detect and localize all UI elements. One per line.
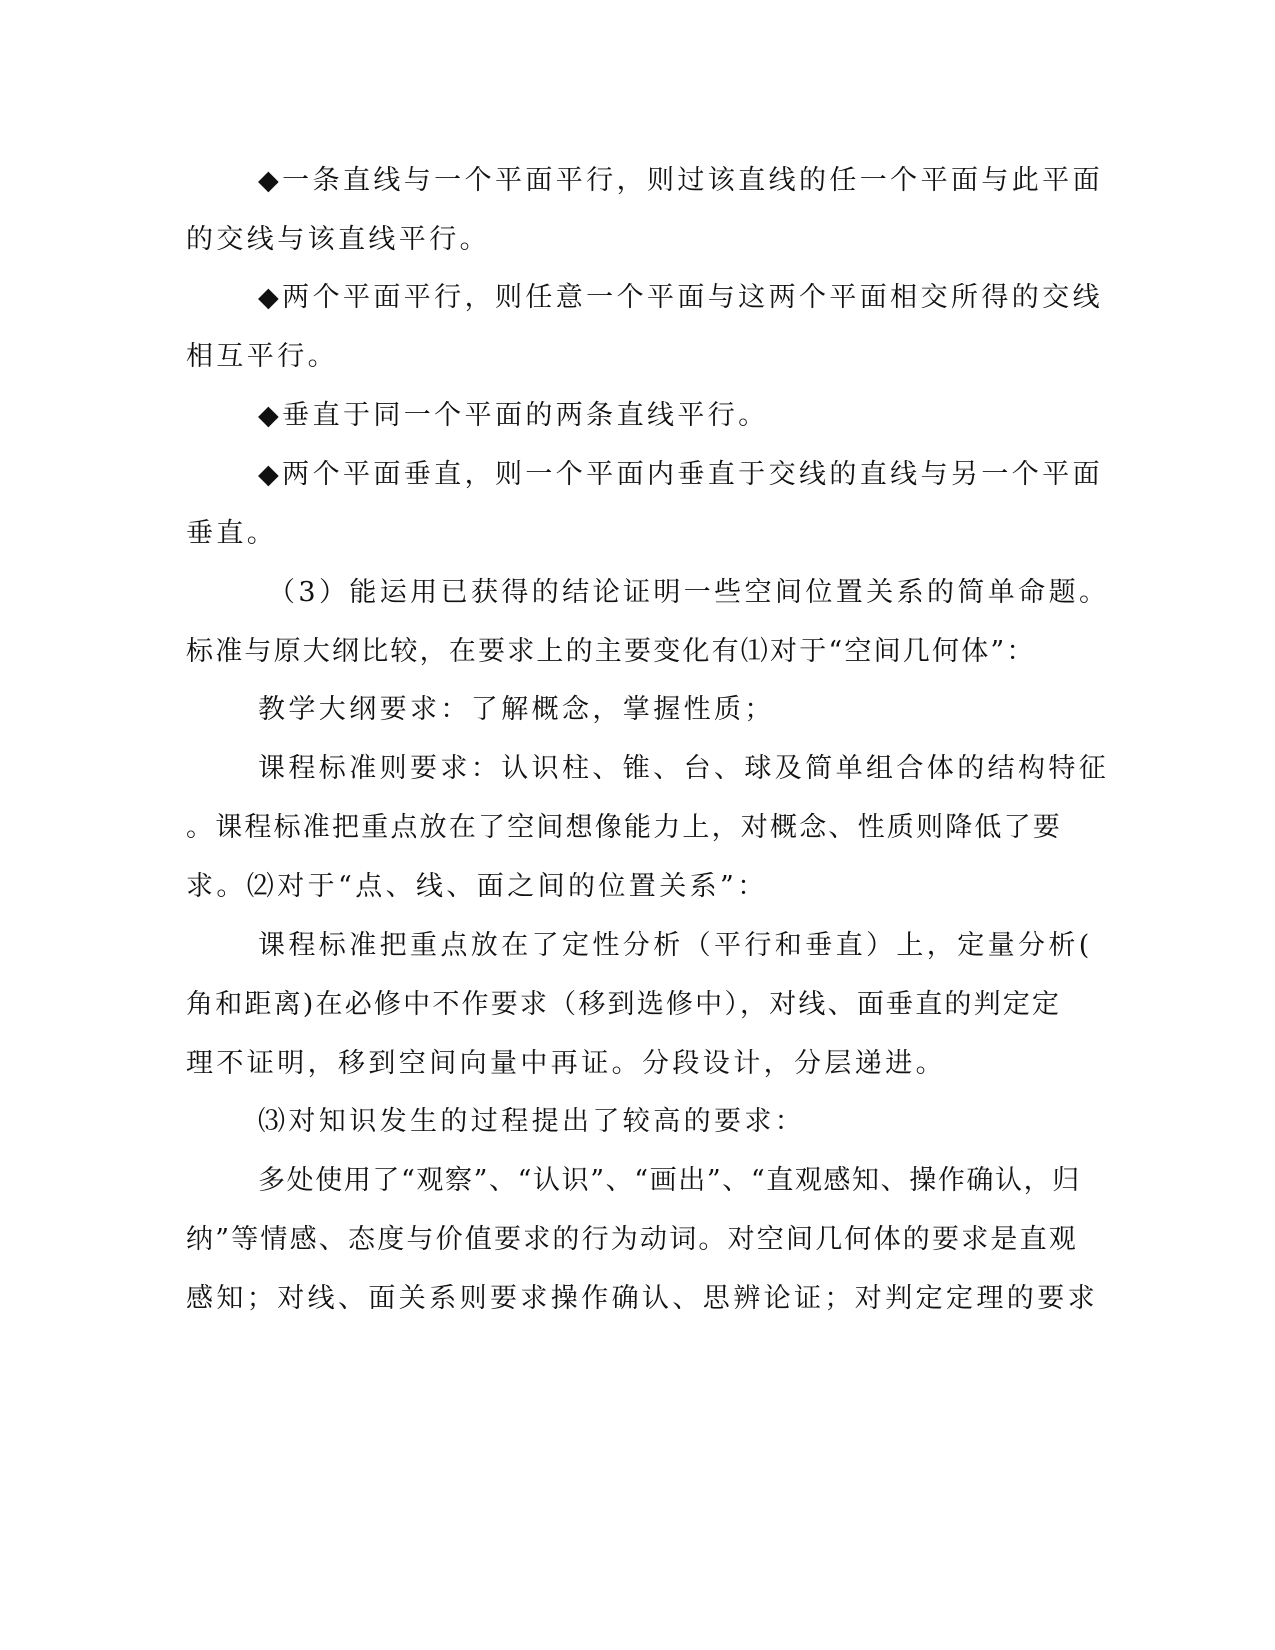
text-line: ◆一条直线与一个平面平行，则过该直线的任一个平面与此平面	[258, 165, 1103, 196]
text-line: ◆两个平面平行，则任意一个平面与这两个平面相交所得的交线	[258, 282, 1103, 313]
text-line: ⑶对知识发生的过程提出了较高的要求：	[258, 1106, 806, 1137]
text-line: 。课程标准把重点放在了空间想像能力上，对概念、性质则降低了要	[186, 812, 1062, 843]
text-line: 课程标准把重点放在了定性分析（平行和垂直）上，定量分析(	[258, 930, 1093, 961]
text-line: 的交线与该直线平行。	[186, 224, 490, 255]
text-line: 垂直。	[186, 518, 278, 549]
text-line: 多处使用了“观察”、“认识”、“画出”、“直观感知、操作确认，归	[258, 1165, 1081, 1196]
text-line: ◆垂直于同一个平面的两条直线平行。	[258, 400, 769, 431]
text-line: 教学大纲要求：了解概念，掌握性质；	[258, 694, 775, 725]
text-line: 角和距离)在必修中不作要求（移到选修中），对线、面垂直的判定定	[186, 989, 1062, 1020]
text-line: 感知；对线、面关系则要求操作确认、思辨论证；对判定定理的要求	[186, 1283, 1098, 1314]
text-line: 课程标准则要求：认识柱、锥、台、球及简单组合体的结构特征	[258, 753, 1110, 784]
text-line: 纳”等情感、态度与价值要求的行为动词。对空间几何体的要求是直观	[186, 1224, 1079, 1255]
text-line: 标准与原大纲比较，在要求上的主要变化有⑴对于“空间几何体”：	[186, 636, 1036, 667]
text-line: 理不证明，移到空间向量中再证。分段设计，分层递进。	[186, 1048, 946, 1079]
text-line: （3）能运用已获得的结论证明一些空间位置关系的简单命题。	[268, 577, 1110, 608]
text-line: 求。⑵对于“点、线、面之间的位置关系”：	[186, 871, 768, 902]
text-line: 相互平行。	[186, 341, 338, 372]
text-line: ◆两个平面垂直，则一个平面内垂直于交线的直线与另一个平面	[258, 459, 1103, 490]
